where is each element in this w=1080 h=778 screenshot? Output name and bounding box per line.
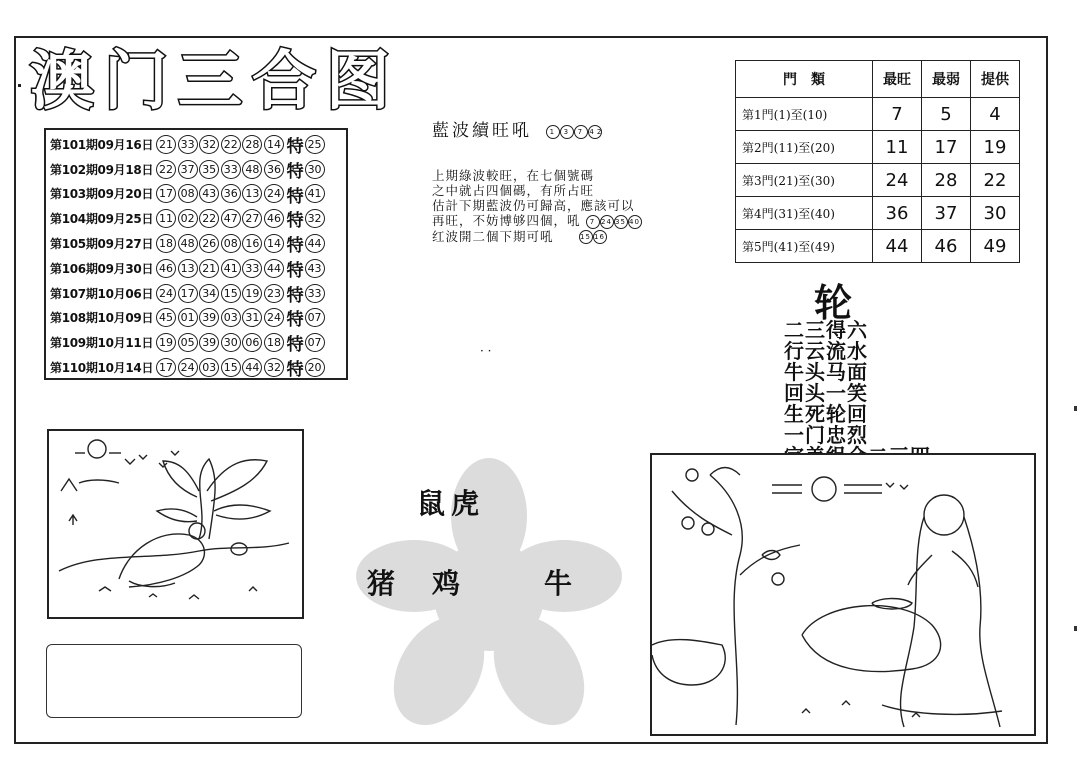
number-ball: 37: [178, 160, 198, 179]
number-ball: 03: [221, 308, 241, 327]
door-row: [736, 197, 1020, 230]
resting-scholar-drawing: [49, 431, 302, 617]
number-ball: 14: [264, 135, 284, 154]
number-ball: 17: [156, 358, 176, 377]
special-ball: 30: [305, 160, 325, 179]
text-line: [432, 213, 662, 229]
number-ball: 41: [221, 259, 241, 278]
door-max: 11: [873, 131, 922, 164]
small-ball: 7: [586, 215, 600, 229]
number-ball: 14: [264, 234, 284, 253]
door-min: 5: [922, 98, 971, 131]
number-ball: 02: [178, 209, 198, 228]
special-ball: 43: [305, 259, 325, 278]
result-row: [50, 132, 346, 157]
number-ball: 15: [221, 358, 241, 377]
number-ball: 36: [221, 184, 241, 203]
special-ball: 32: [305, 209, 325, 228]
header-offer: 提供: [971, 61, 1020, 98]
small-ball: 35: [614, 215, 628, 229]
woman-tree-drawing: [652, 455, 1034, 734]
number-ball: 33: [178, 135, 198, 154]
number-ball: 34: [199, 284, 219, 303]
door-row: [736, 98, 1020, 131]
illustration-woman-under-tree: [650, 453, 1036, 736]
small-ball: 7: [574, 125, 588, 139]
number-ball: 27: [242, 209, 262, 228]
door-label: 第3門(21)至(30): [736, 164, 873, 197]
result-label: 第106期09月30日: [50, 261, 154, 276]
number-ball: 44: [264, 259, 284, 278]
result-label: 第108期10月09日: [50, 311, 154, 326]
blue-wave-text: [432, 168, 662, 244]
results-list: [44, 128, 348, 380]
special-mark: 特: [286, 161, 304, 182]
special-ball: 20: [305, 358, 325, 377]
special-mark: 特: [286, 310, 304, 331]
door-min: 46: [922, 230, 971, 263]
door-min: 17: [922, 131, 971, 164]
dots: · ·: [480, 344, 492, 358]
special-mark: 特: [286, 285, 304, 306]
number-ball: 44: [242, 358, 262, 377]
fine-print-note: [46, 644, 302, 718]
special-ball: 25: [305, 135, 325, 154]
poem-line: 一门忠烈: [784, 423, 868, 447]
number-ball: 43: [199, 184, 219, 203]
door-row: [736, 230, 1020, 263]
blue-wave-heading: [432, 116, 605, 141]
page-title: 澳门三合图: [30, 45, 400, 119]
door-label: 第5門(41)至(49): [736, 230, 873, 263]
number-ball: 24: [264, 184, 284, 203]
small-ball: 15: [579, 230, 593, 244]
number-ball: 18: [156, 234, 176, 253]
poem-line: 行云流水: [784, 339, 868, 363]
text-line: 上期綠波較旺，在七個號碼: [432, 168, 595, 183]
number-ball: 06: [242, 333, 262, 352]
number-ball: 32: [199, 135, 219, 154]
number-ball: 48: [242, 160, 262, 179]
number-ball: 13: [242, 184, 262, 203]
number-ball: 46: [156, 259, 176, 278]
result-row: [50, 256, 346, 281]
number-ball: 33: [221, 160, 241, 179]
number-ball: 24: [178, 358, 198, 377]
special-mark: 特: [286, 360, 304, 381]
small-ball: 16: [593, 230, 607, 244]
result-label: 第104期09月25日: [50, 212, 154, 227]
number-ball: 16: [242, 234, 262, 253]
number-ball: 36: [264, 160, 284, 179]
door-offer: 30: [971, 197, 1020, 230]
number-ball: 19: [242, 284, 262, 303]
number-ball: 32: [264, 358, 284, 377]
special-mark: 特: [286, 335, 304, 356]
number-ball: 22: [199, 209, 219, 228]
number-ball: 22: [221, 135, 241, 154]
blue-wave-title: 藍波續旺吼: [432, 121, 532, 141]
result-row: [50, 330, 346, 355]
result-label: 第109期10月11日: [50, 336, 154, 351]
illustration-resting-scholar: [47, 429, 304, 619]
number-ball: 11: [156, 209, 176, 228]
result-row: [50, 355, 346, 380]
edge-mark: [1074, 626, 1077, 631]
animal-bottom-mid: 鸡: [432, 567, 461, 600]
animal-top: 鼠虎: [417, 487, 486, 520]
header-category: 門 類: [736, 61, 873, 98]
door-offer: 19: [971, 131, 1020, 164]
text-line: [432, 229, 662, 245]
special-mark: 特: [286, 211, 304, 232]
edge-mark: [1074, 406, 1077, 411]
special-mark: 特: [286, 186, 304, 207]
number-ball: 33: [242, 259, 262, 278]
animal-bottom-left: 猪: [367, 567, 396, 600]
number-ball: 39: [199, 333, 219, 352]
special-ball: 07: [305, 333, 325, 352]
number-ball: 19: [156, 333, 176, 352]
number-ball: 23: [264, 284, 284, 303]
header-min: 最弱: [922, 61, 971, 98]
poem-title: 轮: [814, 281, 853, 325]
number-ball: 21: [156, 135, 176, 154]
number-ball: 30: [221, 333, 241, 352]
poem-line: 生死轮回: [784, 402, 868, 426]
result-row: [50, 306, 346, 331]
door-max: 44: [873, 230, 922, 263]
margin-dot: [18, 84, 21, 87]
special-ball: 33: [305, 284, 325, 303]
special-ball: 41: [305, 184, 325, 203]
result-row: [50, 157, 346, 182]
number-ball: 46: [264, 209, 284, 228]
door-table: [735, 60, 1020, 263]
special-ball: 44: [305, 234, 325, 253]
number-ball: 18: [264, 333, 284, 352]
small-ball: 3: [560, 125, 574, 139]
number-ball: 08: [221, 234, 241, 253]
special-mark: 特: [286, 260, 304, 281]
special-ball: 07: [305, 308, 325, 327]
door-offer: 49: [971, 230, 1020, 263]
number-ball: 21: [199, 259, 219, 278]
number-ball: 28: [242, 135, 262, 154]
number-ball: 17: [178, 284, 198, 303]
result-label: 第105期09月27日: [50, 237, 154, 252]
result-label: 第102期09月18日: [50, 162, 154, 177]
door-max: 24: [873, 164, 922, 197]
door-max: 7: [873, 98, 922, 131]
door-row: [736, 131, 1020, 164]
result-row: [50, 182, 346, 207]
result-label: 第103期09月20日: [50, 187, 154, 202]
number-ball: 31: [242, 308, 262, 327]
number-ball: 08: [178, 184, 198, 203]
door-label: 第2門(11)至(20): [736, 131, 873, 164]
text-line-4: 再旺，不妨博够四個，吼: [432, 213, 581, 228]
special-mark: 特: [286, 136, 304, 157]
door-table-header: [736, 61, 1020, 98]
number-ball: 45: [156, 308, 176, 327]
result-row: [50, 231, 346, 256]
number-ball: 48: [178, 234, 198, 253]
number-ball: 24: [156, 284, 176, 303]
door-label: 第4門(31)至(40): [736, 197, 873, 230]
number-ball: 22: [156, 160, 176, 179]
special-mark: 特: [286, 236, 304, 257]
result-label: 第107期10月06日: [50, 286, 154, 301]
small-ball: 24: [600, 215, 614, 229]
line5-balls: [579, 229, 607, 244]
title-balls: [546, 121, 605, 141]
number-ball: 47: [221, 209, 241, 228]
door-min: 28: [922, 164, 971, 197]
header-max: 最旺: [873, 61, 922, 98]
poem-line: 回头一笑: [784, 381, 868, 405]
number-ball: 24: [264, 308, 284, 327]
small-ball: 42: [588, 125, 602, 139]
small-ball: 1: [546, 125, 560, 139]
number-ball: 13: [178, 259, 198, 278]
door-max: 36: [873, 197, 922, 230]
result-row: [50, 206, 346, 231]
text-line: 之中就占四個碼，有所占旺: [432, 183, 595, 198]
text-line: 估計下期藍波仍可歸高，應該可以: [432, 198, 635, 213]
small-ball: 40: [628, 215, 642, 229]
result-label: 第110期10月14日: [50, 361, 154, 376]
number-ball: 03: [199, 358, 219, 377]
door-min: 37: [922, 197, 971, 230]
number-ball: 39: [199, 308, 219, 327]
door-label: 第1門(1)至(10): [736, 98, 873, 131]
text-line-5: 红波開二個下期可吼: [432, 228, 554, 244]
door-row: [736, 164, 1020, 197]
number-ball: 35: [199, 160, 219, 179]
result-label: 第101期09月16日: [50, 137, 154, 152]
number-ball: 15: [221, 284, 241, 303]
door-offer: 22: [971, 164, 1020, 197]
poem-line: 牛头马面: [784, 360, 868, 384]
number-ball: 01: [178, 308, 198, 327]
number-ball: 26: [199, 234, 219, 253]
line4-balls: [586, 213, 642, 228]
number-ball: 05: [178, 333, 198, 352]
door-offer: 4: [971, 98, 1020, 131]
number-ball: 17: [156, 184, 176, 203]
result-row: [50, 281, 346, 306]
animal-bottom-right: 牛: [544, 567, 573, 600]
poem: [784, 320, 931, 467]
poem-line: 二三得六: [784, 318, 868, 342]
